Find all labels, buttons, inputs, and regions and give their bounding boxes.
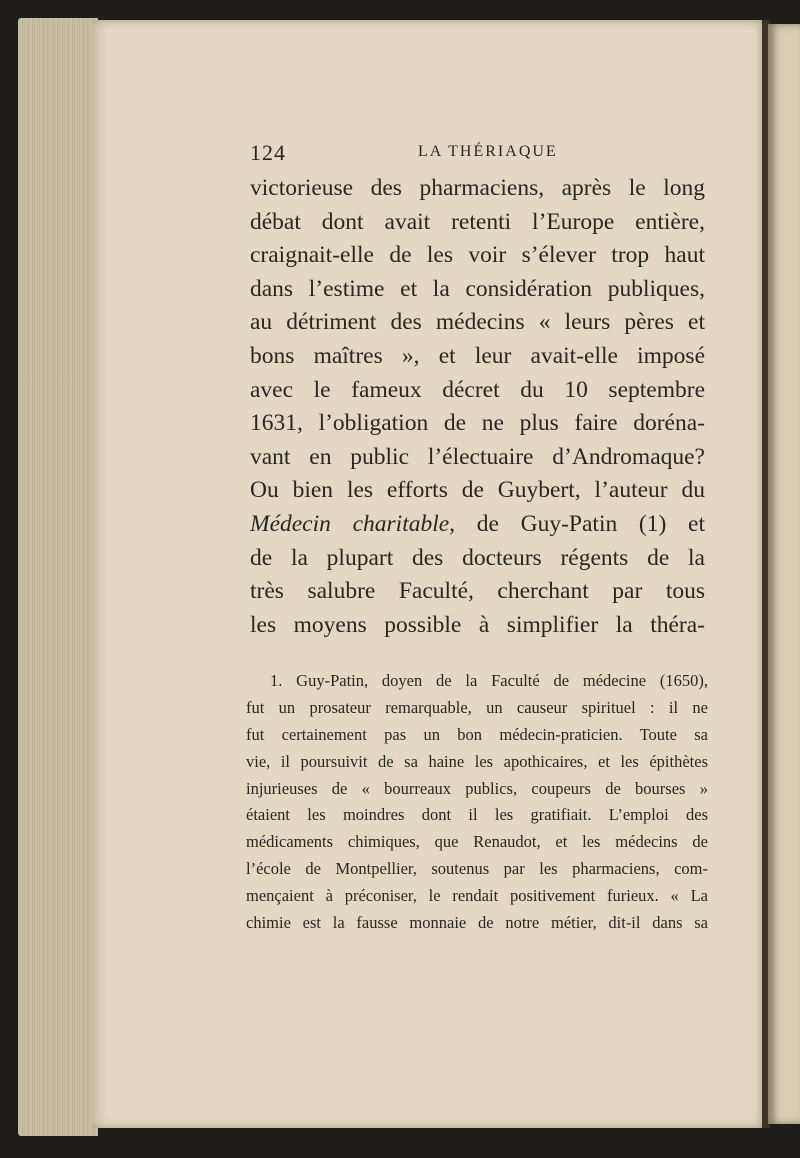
text-line: de la plupart des docteurs régents de la [250,544,705,571]
facing-page-edge [768,24,800,1124]
text-line: avec le fameux décret du 10 septembre [250,376,705,403]
footnote-line: étaient les moindres dont il les gratifiait. L’emploi des [246,805,708,825]
page-number: 124 [250,140,286,165]
footnote-line: 1. Guy-Patin, doyen de la Faculté de médecine (1650), [270,671,708,690]
text-line: les moyens possible à simplifier la théra- [250,611,705,638]
footnote-line: fut certainement pas un bon médecin-praticien. Toute sa [246,724,708,744]
body-text [250,172,705,642]
text-line: bons maîtres », et leur avait-elle imposé [250,342,705,369]
running-head: LA THÉRIAQUE [418,143,558,160]
text-line-with-title [250,508,705,542]
text-line: victorieuse des pharmaciens, après le long [250,175,705,201]
footnote-line: l’école de Montpellier, soutenus par les pharmaciens, com- [246,859,708,879]
page-edges [18,18,98,1136]
text-line: très salubre Faculté, cherchant par tous [250,578,705,605]
footnote-line: médicaments chimiques, que Renaudot, et les médecins de [246,832,708,852]
footnote-line: mençaient à préconiser, le rendait positivement furieux. « La [246,886,708,906]
footnote-line: fut un prosateur remarquable, un causeur spirituel : il ne [246,697,708,717]
book-title-italic: Médecin charitable, [250,510,456,537]
page-header [250,140,705,168]
text-line: vant en public l’électuaire d’Andromaque? [250,443,705,470]
footnote-line: vie, il poursuivit de sa haine les apothicaires, et les épithètes [246,751,708,771]
text-line: craignait-elle de les voir s’élever trop haut [250,242,705,269]
text-line: dans l’estime et la considération publiques, [250,275,705,302]
footnote [246,668,708,937]
footnote-line: chimie est la fausse monnaie de notre métier, dit-il dans sa [246,913,708,933]
text-line: 1631, l’obligation de ne plus faire doréna- [250,410,705,437]
footnote-line: injurieuses de « bourreaux publics, coupeurs de bourses » [246,778,708,798]
text-line: Ou bien les efforts de Guybert, l’auteur du [250,477,705,504]
text-line-rest: de Guy-Patin (1) et [455,510,705,537]
text-line: au détriment des médecins « leurs pères et [250,309,705,336]
text-line: débat dont avait retenti l’Europe entière, [250,208,705,235]
